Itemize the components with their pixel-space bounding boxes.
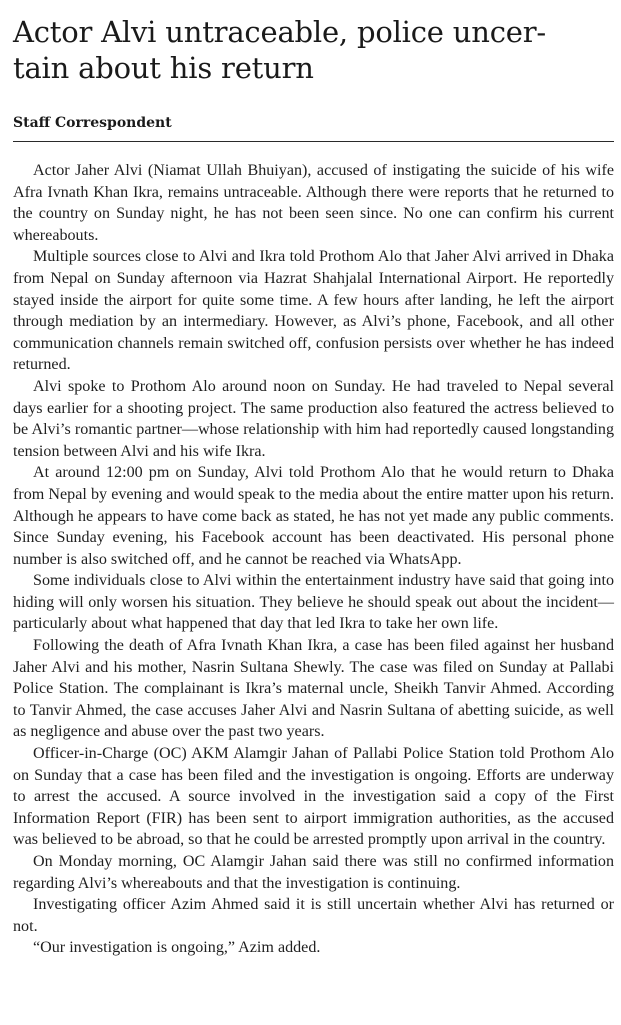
article-headline [13,14,614,86]
article-byline: Staff Correspondent [13,114,614,142]
article-paragraph: Actor Jaher Alvi (Niamat Ullah Bhuiyan), accused of instigating the suicide of his wife Afra Ivnath Khan Ikra, remains untraceable. Although there were reports that he returned to the country on Sunday night, he has not been seen since. No one can confirm his current whereabouts. [13,162,614,244]
article-paragraph: Investigating officer Azim Ahmed said it is still uncertain whether Alvi has returned or not. [13,896,614,935]
article-paragraph: On Monday morning, OC Alamgir Jahan said there was still no confirmed information regarding Alvi’s whereabouts and that the investigation is continuing. [13,853,614,892]
article-paragraph: Following the death of Afra Ivnath Khan Ikra, a case has been filed against her husband Jaher Alvi and his mother, Nasrin Sultana Shewly. The case was filed on Sunday at Pallabi Police Station. The complainant is Ikra’s maternal uncle, Sheikh Tanvir Ahmed. According to Tanvir Ahmed, the case accuses Jaher Alvi and Nasrin Sultana of abetting suicide, as well as negligence and abuse over the past two years. [13,637,614,741]
news-article [13,14,614,959]
article-paragraph: “Our investigation is ongoing,” Azim added. [33,939,321,957]
article-body [13,160,614,959]
article-paragraph: Officer-in-Charge (OC) AKM Alamgir Jahan of Pallabi Police Station told Prothom Alo on Sunday that a case has been filed and the investigation is ongoing. Efforts are underway to arrest the accused. A source involved in the investigation said a copy of the First Information Report (FIR) has been sent to airport immigration authorities, as the accused was believed to be abroad, so that he could be arrested promptly upon arrival in the country. [13,745,614,849]
article-paragraph: Multiple sources close to Alvi and Ikra told Prothom Alo that Jaher Alvi arrived in Dhaka from Nepal on Sunday afternoon via Hazrat Shahjalal International Airport. He reportedly stayed inside the airport for quite some time. A few hours after landing, he left the airport through mediation by an intermediary. However, as Alvi’s phone, Facebook, and all other communication channels remain switched off, confusion persists over whether he has indeed returned. [13,248,614,374]
headline-line-2: tain about his return [13,51,314,85]
article-paragraph: Alvi spoke to Prothom Alo around noon on Sunday. He had traveled to Nepal several days earlier for a shooting project. The same production also featured the actress believed to be Alvi’s romantic partner—whose relationship with him had reportedly caused longstanding tension between Alvi and his wife Ikra. [13,377,614,460]
article-paragraph: Some individuals close to Alvi within the entertainment industry have said that going into hiding will only worsen his situation. They believe he should speak out about the incident—particularly about what happened that day that led Ikra to take her own life. [13,572,614,633]
headline-line-1: Actor Alvi untraceable, police uncer- [13,15,546,49]
article-paragraph: At around 12:00 pm on Sunday, Alvi told Prothom Alo that he would return to Dhaka from Nepal by evening and would speak to the media about the entire matter upon his return. Although he appears to have come back as stated, he has not yet made any public comments. Since Sunday evening, his Facebook account has been deactivated. His personal phone number is also switched off, and he cannot be reached via WhatsApp. [13,464,614,568]
